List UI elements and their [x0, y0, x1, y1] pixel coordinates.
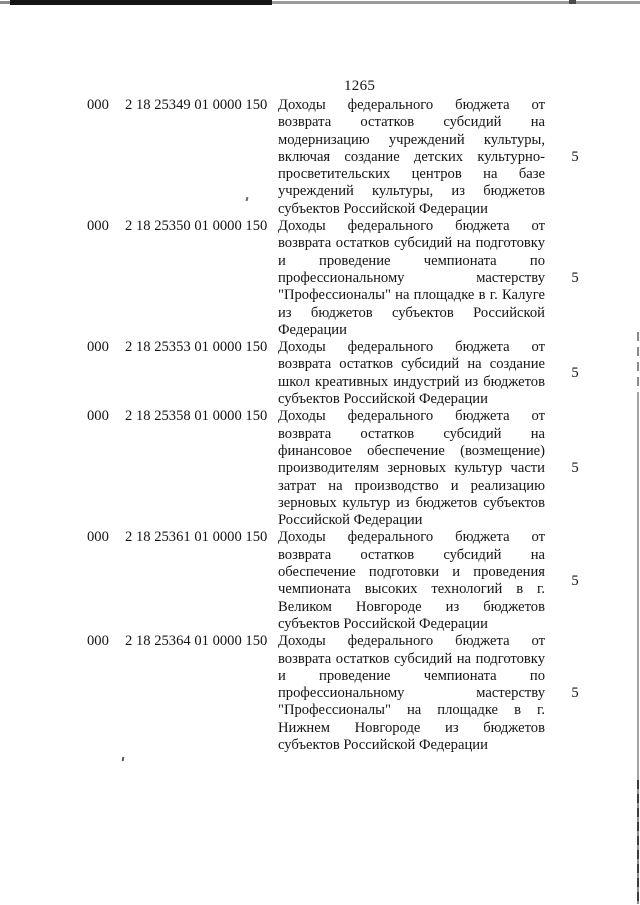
table-row: [87, 408, 605, 529]
scan-artifact-right-line: [637, 392, 639, 782]
income-description: Доходы федерального бюджета от возврата остатков субсидий на обеспечение подготовки и проведения чемпионата высоких технологий в г. Великом Новгороде из бюджетов субъектов Российской Федерации: [278, 529, 545, 632]
norm-value: 5: [571, 148, 579, 165]
budget-code: 2 18 25353 01 0000 150: [125, 339, 268, 356]
budget-code: 2 18 25350 01 0000 150: [125, 218, 268, 235]
admin-code: 000: [87, 408, 109, 425]
income-description: Доходы федерального бюджета от возврата остатков субсидий на финансовое обеспечение (возмещение) производителям зерновых культур части затрат на производство и реализацию зерновых культур из бюджетов субъектов Российской Федерации: [278, 408, 545, 529]
admin-code: 000: [87, 633, 109, 650]
budget-code: 2 18 25361 01 0000 150: [125, 529, 268, 546]
budget-codes-table: [87, 97, 605, 754]
admin-code: 000: [87, 97, 109, 113]
page-number: 1265: [344, 78, 376, 94]
scan-artifact-top-tick: [569, 0, 576, 4]
table-row: [87, 339, 605, 408]
norm-value: 5: [571, 685, 579, 702]
scan-speck: [122, 757, 125, 761]
income-description: Доходы федерального бюджета от возврата остатков субсидий на создание школ креативных индустрий из бюджетов субъектов Российской Федерации: [278, 339, 545, 408]
budget-code: 2 18 25358 01 0000 150: [125, 408, 268, 425]
norm-value: 5: [571, 269, 579, 286]
scan-artifact-right-line-dark: [637, 780, 639, 904]
table-row: [87, 529, 605, 633]
table-row: [87, 97, 605, 218]
scan-artifact-top-black-bar: [10, 0, 272, 5]
admin-code: 000: [87, 339, 109, 356]
admin-code: 000: [87, 529, 109, 546]
scan-artifact-top-left-bar: [0, 1, 10, 4]
norm-value: 5: [571, 460, 579, 477]
norm-value: 5: [571, 365, 579, 382]
budget-code: 2 18 25349 01 0000 150: [125, 97, 268, 113]
scan-artifact-top-gray-bar: [272, 1, 640, 4]
table-row: [87, 633, 605, 754]
budget-code: 2 18 25364 01 0000 150: [125, 633, 268, 650]
admin-code: 000: [87, 218, 109, 235]
income-description: Доходы федерального бюджета от возврата остатков субсидий на подготовку и проведение чемпионата по профессиональному мастерству "Профессионалы" на площадке в г. Калуге из бюджетов субъектов Российской Федерации: [278, 218, 545, 338]
income-description: Доходы федерального бюджета от возврата остатков субсидий на подготовку и проведение чемпионата по профессиональному мастерству "Профессионалы" на площадке в г. Нижнем Новгороде из бюджетов субъектов Российской Федерации: [278, 633, 545, 753]
income-description: Доходы федерального бюджета от возврата остатков субсидий на модернизацию учреждений культуры, включая создание детских культурно-просветительских центров на базе учреждений культуры, из бюджетов субъектов Российской Федерации: [278, 97, 545, 217]
norm-value: 5: [571, 572, 579, 589]
scan-artifact-right-dashes: [637, 332, 639, 392]
table-row: [87, 218, 605, 339]
